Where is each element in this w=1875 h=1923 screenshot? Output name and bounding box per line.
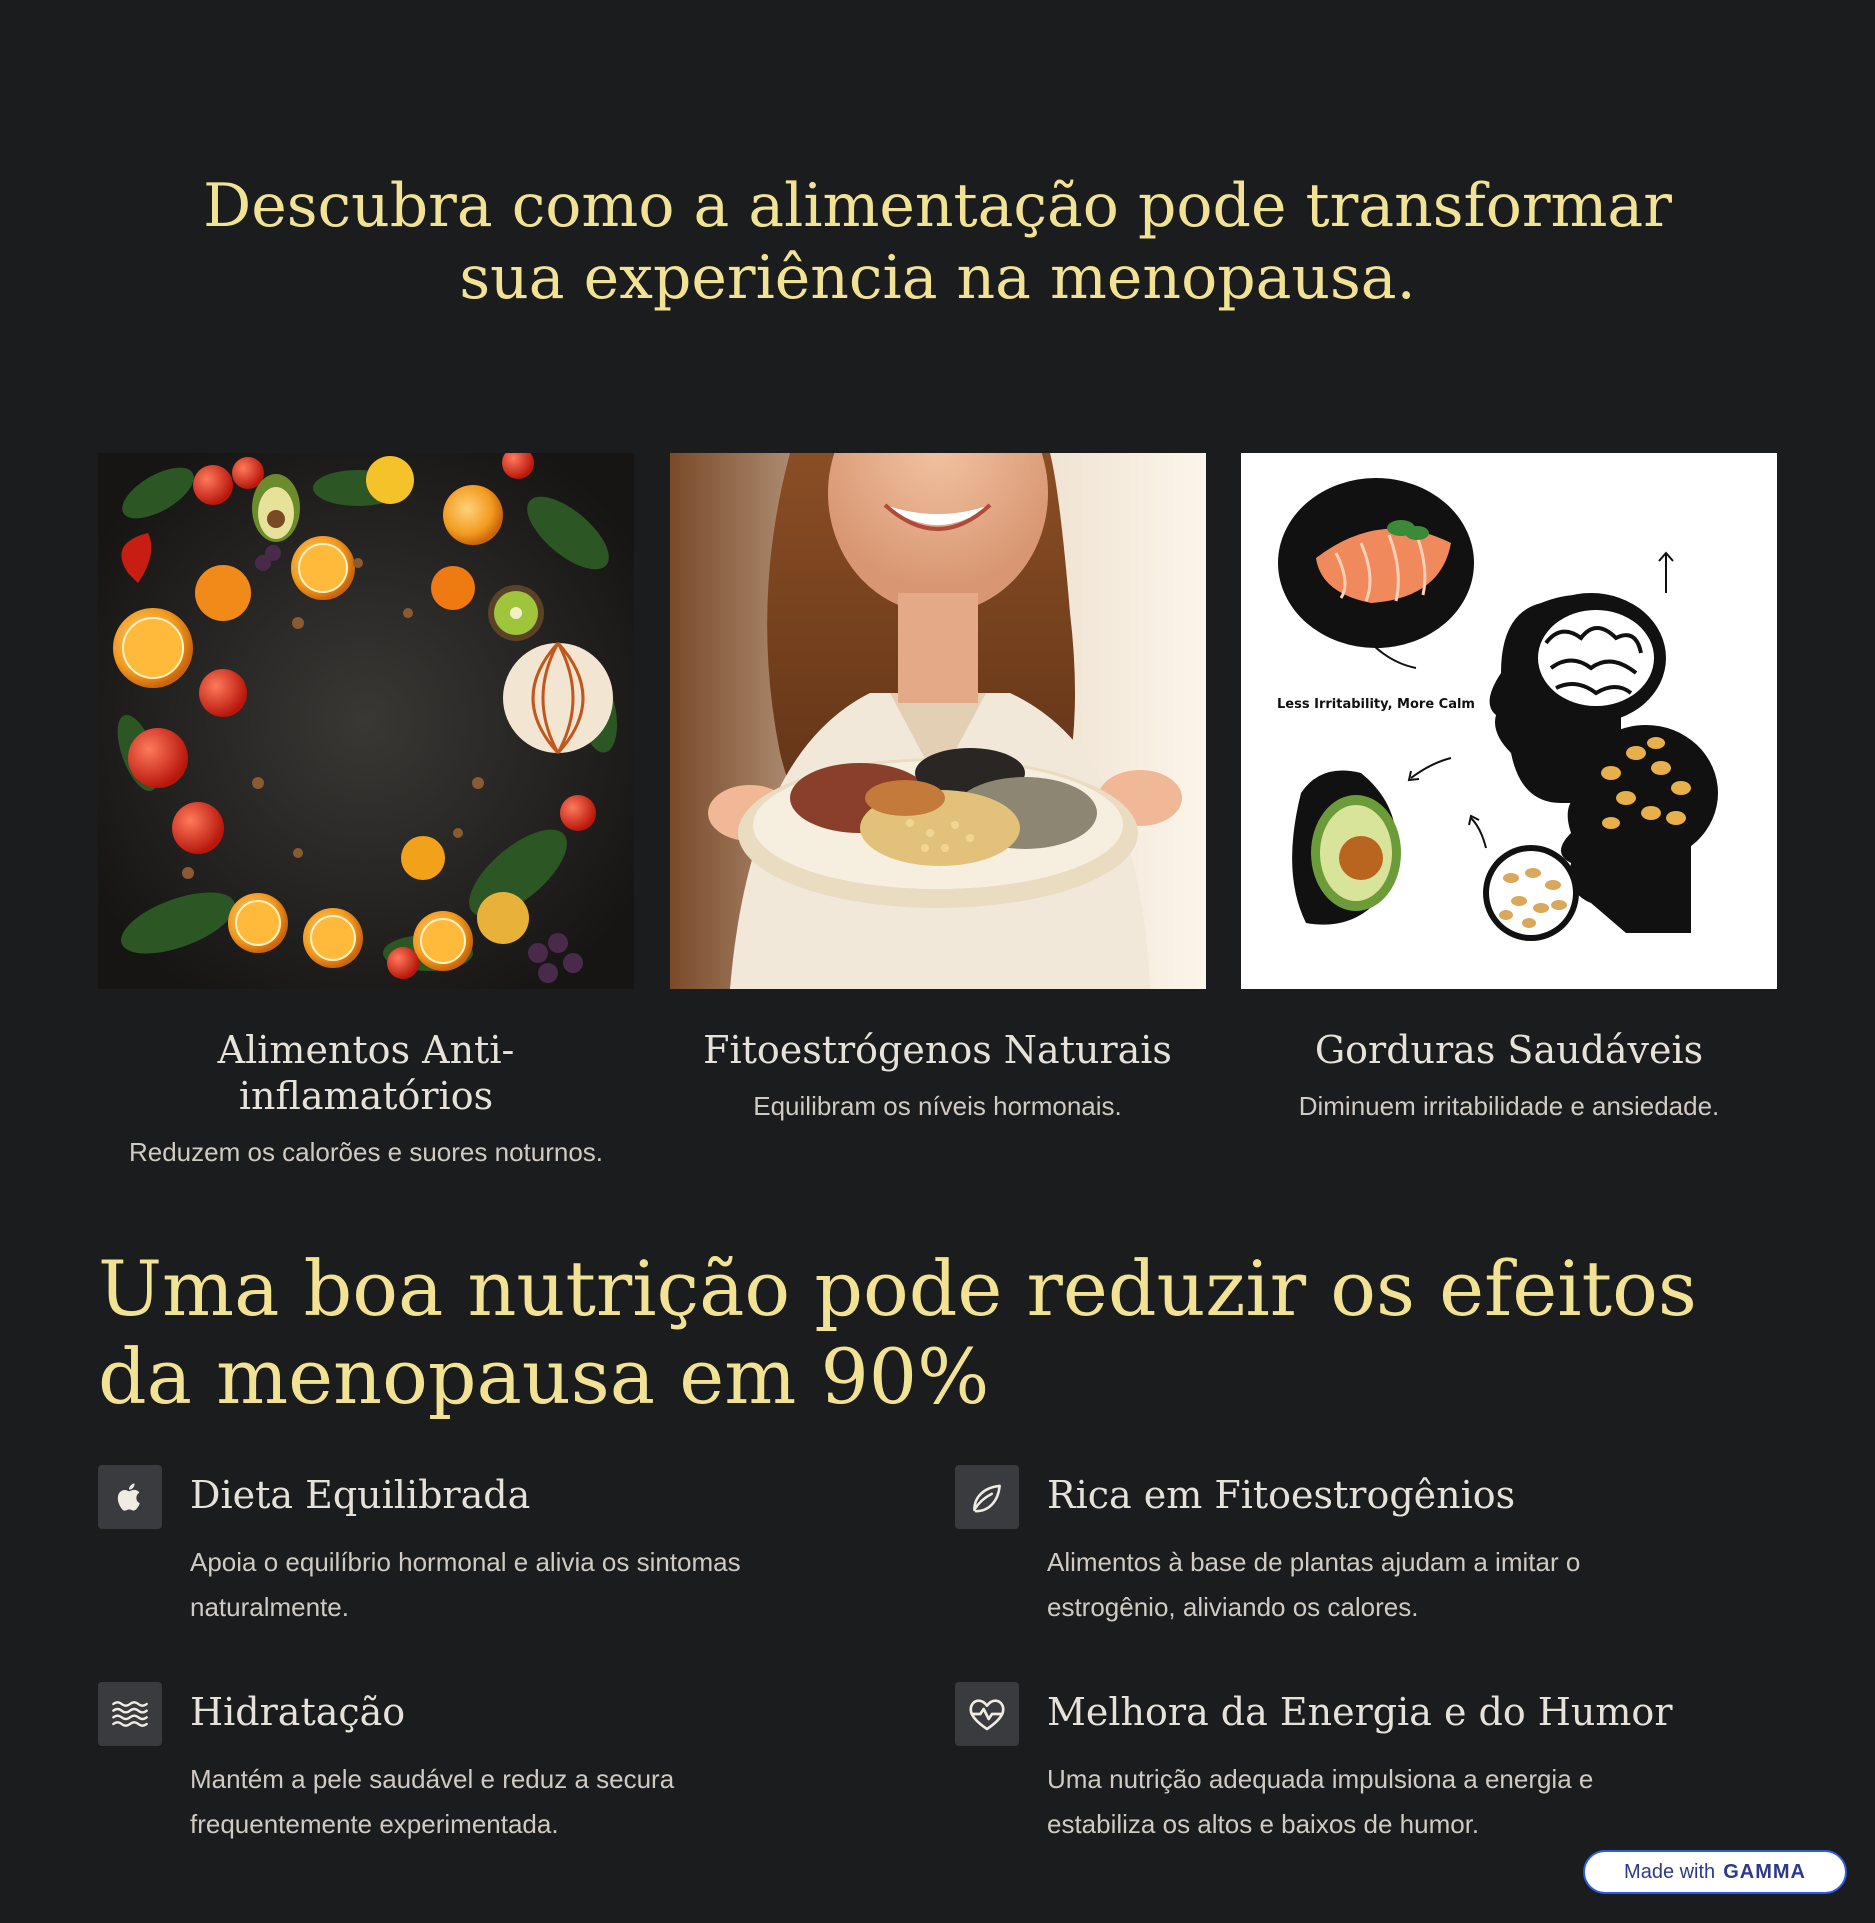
gamma-logo: GAMMA [1723, 1860, 1806, 1883]
heart-pulse-icon [955, 1682, 1019, 1746]
feature-title: Dieta Equilibrada [190, 1473, 531, 1517]
illustration-caption: Less Irritability, More Calm [1277, 697, 1475, 712]
badge-prefix: Made with [1624, 1860, 1716, 1883]
cards-row [98, 453, 1777, 1169]
apple-icon [98, 1465, 162, 1529]
feature-description: Apoia o equilíbrio hormonal e alivia os sintomas naturalmente. [190, 1547, 741, 1622]
card-subtitle: Diminuem irritabilidade e ansiedade. [1298, 1091, 1720, 1121]
feature-description: Mantém a pele saudável e reduz a secura frequentemente experimentada. [190, 1764, 675, 1839]
woman-holding-plate-image [670, 453, 1206, 989]
feature-title: Melhora da Energia e do Humor [1047, 1690, 1673, 1734]
section-title: Uma boa nutrição pode reduzir os efeitos da menopausa em 90% [98, 1244, 1697, 1421]
card-title: Fitoestrógenos Naturais [703, 1028, 1172, 1072]
hero-title: Descubra como a alimentação pode transformar sua experiência na menopausa. [203, 171, 1672, 313]
card-title: Gorduras Saudáveis [1314, 1028, 1704, 1072]
waves-icon [98, 1682, 162, 1746]
healthy-fats-illustration [1241, 453, 1777, 989]
leaf-icon [955, 1465, 1019, 1529]
card-subtitle: Equilibram os níveis hormonais. [753, 1091, 1122, 1121]
feature-title: Hidratação [190, 1690, 406, 1734]
card-title: Alimentos Anti-inflamatórios [217, 1028, 515, 1118]
feature-description: Uma nutrição adequada impulsiona a energia e estabiliza os altos e baixos de humor. [1047, 1764, 1594, 1839]
anti-inflammatory-foods-image [98, 453, 634, 989]
feature-description: Alimentos à base de plantas ajudam a imitar o estrogênio, aliviando os calores. [1047, 1547, 1581, 1622]
made-with-gamma-badge[interactable] [1583, 1850, 1847, 1894]
feature-title: Rica em Fitoestrogênios [1047, 1473, 1516, 1517]
card-phytoestrogens [670, 453, 1206, 1169]
card-healthy-fats [1241, 453, 1777, 1169]
card-subtitle: Reduzem os calorões e suores noturnos. [128, 1137, 604, 1167]
card-anti-inflammatory [98, 453, 634, 1169]
